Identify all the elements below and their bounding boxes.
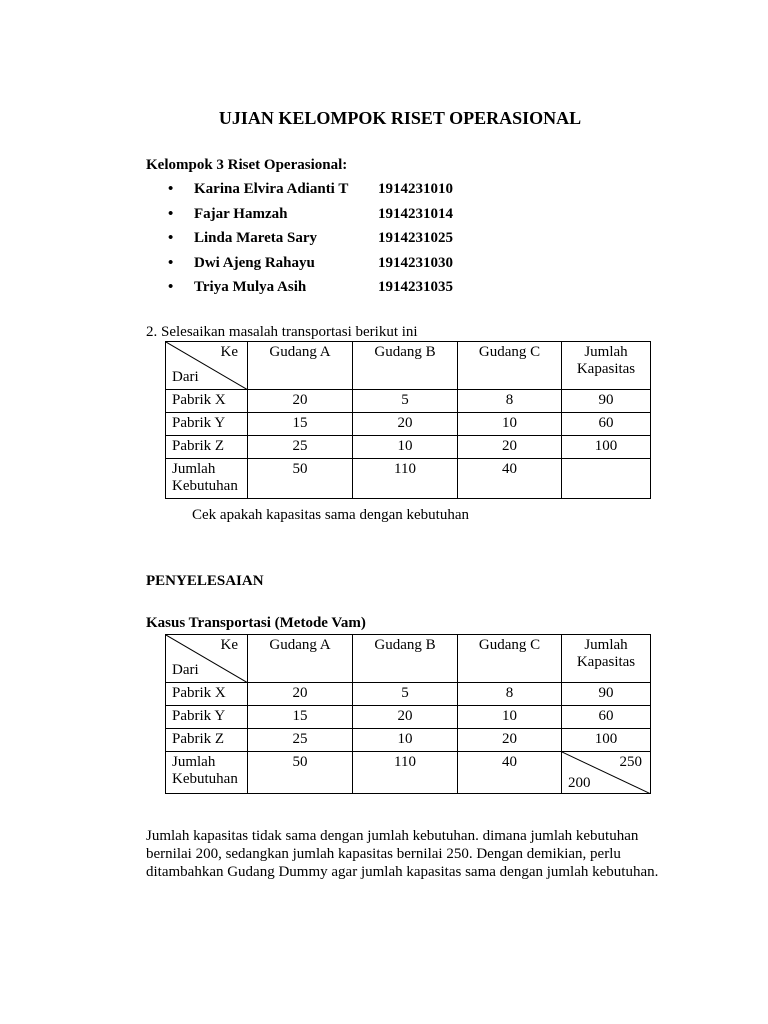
table-cell: 50 (248, 459, 353, 499)
row-label: Pabrik Z (166, 436, 248, 459)
table-cell: 20 (353, 706, 458, 729)
row-label: Pabrik X (166, 390, 248, 413)
table-cell: 8 (458, 390, 562, 413)
corner-from-label: Dari (172, 662, 199, 678)
table-row (166, 683, 651, 706)
table-cell: 10 (353, 436, 458, 459)
table-row (166, 436, 651, 459)
table-cell: 40 (458, 459, 562, 499)
table-cell: 90 (562, 390, 651, 413)
question-text: 2. Selesaikan masalah transportasi berikut ini (146, 324, 418, 340)
table-cell: 20 (353, 413, 458, 436)
table-cell: 60 (562, 706, 651, 729)
bullet-icon: • (168, 230, 174, 246)
table-cell: 10 (458, 706, 562, 729)
member-name: Dwi Ajeng Rahayu (194, 254, 315, 271)
subsection-heading: Kasus Transportasi (Metode Vam) (146, 615, 366, 631)
table-cell: 110 (353, 459, 458, 499)
column-header: Gudang A (248, 342, 353, 390)
member-name: Triya Mulya Asih (194, 279, 307, 295)
table-cell: 110 (353, 752, 458, 794)
bullet-icon: • (168, 205, 174, 222)
member-nim: 1914231025 (378, 230, 453, 246)
column-header: Jumlah Kapasitas (562, 635, 651, 683)
table-cell: 25 (248, 436, 353, 459)
bullet-icon: • (168, 254, 174, 271)
table-cell: 100 (562, 436, 651, 459)
member-nim: 1914231014 (378, 205, 453, 222)
table-row (166, 459, 651, 499)
member-name: Fajar Hamzah (194, 205, 288, 222)
table-cell: 50 (248, 752, 353, 794)
table-row (166, 706, 651, 729)
bullet-icon: • (168, 279, 174, 295)
column-header: Gudang C (458, 635, 562, 683)
table-cell: 15 (248, 706, 353, 729)
table-row (166, 729, 651, 752)
table-cell: 5 (353, 390, 458, 413)
conclusion-paragraph: Jumlah kapasitas tidak sama dengan jumlah kebutuhan. dimana jumlah kebutuhan bernilai 200, sedangkan jumlah kapasitas bernilai 250. Dengan demikian, perlu ditambahkan Gudang Dummy agar jumlah kapasitas sama dengan jumlah kebutuhan. (146, 828, 659, 880)
table-cell: 15 (248, 413, 353, 436)
table-row (166, 390, 651, 413)
row-label: Pabrik Z (166, 729, 248, 752)
table-cell: 40 (458, 752, 562, 794)
table-cell (562, 459, 651, 499)
bullet-icon: • (168, 181, 174, 197)
table-cell: 10 (458, 413, 562, 436)
transport-table-problem (165, 341, 651, 499)
table-header-row (166, 342, 651, 390)
row-label: Jumlah Kebutuhan (166, 752, 248, 794)
column-header: Gudang B (353, 342, 458, 390)
row-label: Pabrik X (166, 683, 248, 706)
corner-from-label: Dari (172, 369, 199, 385)
table-row (166, 752, 651, 794)
section-heading: PENYELESAIAN (146, 573, 264, 589)
table-cell: 20 (248, 683, 353, 706)
total-demand: 200 (568, 775, 591, 791)
column-header: Gudang A (248, 635, 353, 683)
table-cell: 20 (458, 729, 562, 752)
total-capacity: 250 (619, 754, 642, 770)
corner-to-label: Ke (220, 344, 238, 360)
table-cell: 8 (458, 683, 562, 706)
document-title: UJIAN KELOMPOK RISET OPERASIONAL (218, 108, 582, 128)
member-nim: 1914231030 (378, 254, 453, 271)
corner-cell (166, 342, 248, 390)
row-label: Jumlah Kebutuhan (166, 459, 248, 499)
member-nim: 1914231035 (378, 279, 453, 295)
transport-table-vam (165, 634, 651, 794)
table-header-row (166, 635, 651, 683)
column-header: Gudang B (353, 635, 458, 683)
corner-cell (166, 635, 248, 683)
table-cell: 100 (562, 729, 651, 752)
table-cell: 20 (458, 436, 562, 459)
table-row (166, 413, 651, 436)
totals-cell (562, 752, 651, 794)
member-name: Linda Mareta Sary (194, 230, 318, 246)
column-header: Gudang C (458, 342, 562, 390)
table-cell: 90 (562, 683, 651, 706)
table-cell: 5 (353, 683, 458, 706)
corner-to-label: Ke (220, 637, 238, 653)
table-cell: 60 (562, 413, 651, 436)
check-note: Cek apakah kapasitas sama dengan kebutuhan (192, 507, 469, 523)
member-nim: 1914231010 (378, 181, 453, 197)
column-header: Jumlah Kapasitas (562, 342, 651, 390)
table-cell: 20 (248, 390, 353, 413)
table-cell: 10 (353, 729, 458, 752)
row-label: Pabrik Y (166, 413, 248, 436)
row-label: Pabrik Y (166, 706, 248, 729)
group-heading: Kelompok 3 Riset Operasional: (146, 157, 348, 173)
table-cell: 25 (248, 729, 353, 752)
member-name: Karina Elvira Adianti T (194, 181, 349, 197)
